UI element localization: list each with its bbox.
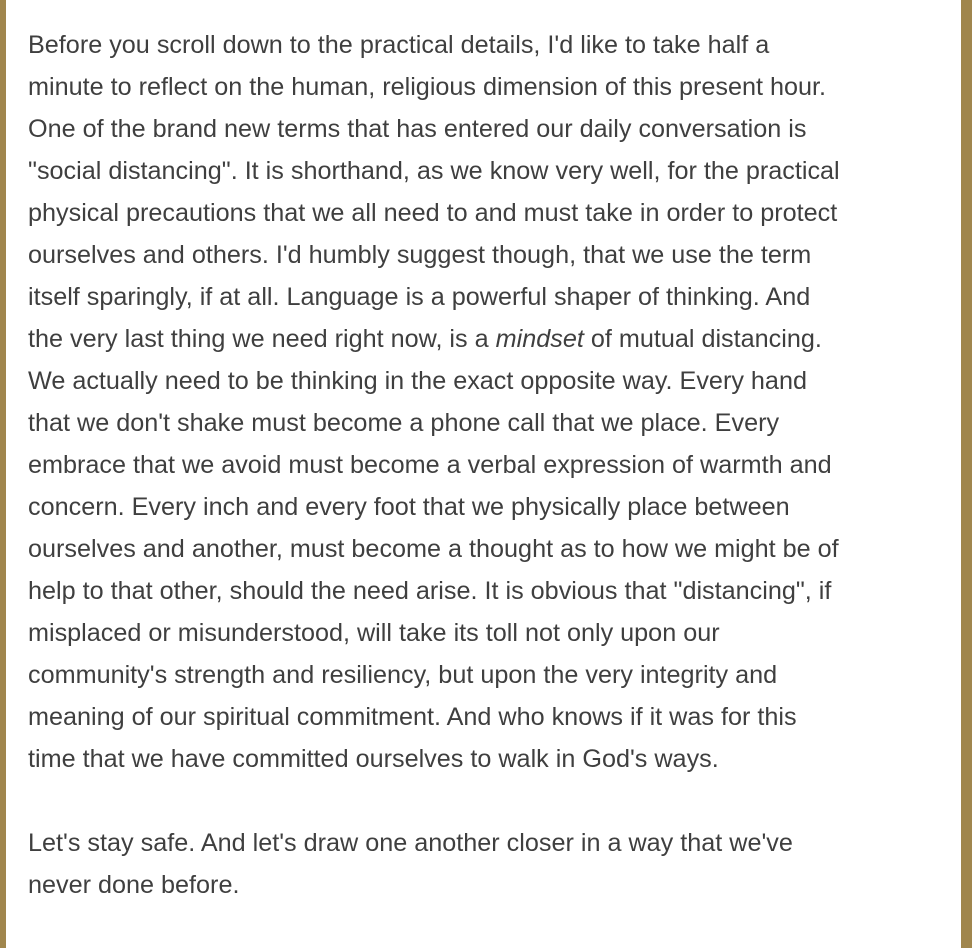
emphasis-mindset: mindset [495,325,584,353]
text-line: that we don't shake must become a phone call that we place. Every [28,409,780,437]
message-body [28,24,938,906]
text-line: Let's stay safe. And let's draw one another closer in a way that we've [28,829,793,857]
paragraph-spacer [28,780,938,822]
text-line: concern. Every inch and every foot that we physically place between [28,493,790,521]
text-line: minute to reflect on the human, religious dimension of this present hour. [28,73,827,101]
text-line: misplaced or misunderstood, will take its toll not only upon our [28,619,720,647]
text-segment: the very last thing we need right now, is a [28,325,496,353]
reflection-paragraph [28,24,938,780]
text-segment: of mutual distancing. [583,325,822,353]
text-line: "social distancing". It is shorthand, as we know very well, for the practical [28,157,840,185]
text-line: Before you scroll down to the practical details, I'd like to take half a [28,31,770,59]
text-line: meaning of our spiritual commitment. And who knows if it was for this [28,703,797,731]
text-line: One of the brand new terms that has entered our daily conversation is [28,115,807,143]
text-line: embrace that we avoid must become a verbal expression of warmth and [28,451,832,479]
text-line: time that we have committed ourselves to walk in God's ways. [28,745,719,773]
closing-paragraph [28,822,938,906]
text-line-with-emphasis [28,318,938,360]
text-line: physical precautions that we all need to and must take in order to protect [28,199,838,227]
message-frame [6,0,961,948]
text-line: We actually need to be thinking in the exact opposite way. Every hand [28,367,807,395]
text-line: community's strength and resiliency, but upon the very integrity and [28,661,778,689]
text-line: never done before. [28,871,240,899]
text-line: help to that other, should the need arise. It is obvious that "distancing", if [28,577,832,605]
text-line: ourselves and others. I'd humbly suggest though, that we use the term [28,241,812,269]
text-line: ourselves and another, must become a thought as to how we might be of [28,535,839,563]
text-line: itself sparingly, if at all. Language is a powerful shaper of thinking. And [28,283,811,311]
